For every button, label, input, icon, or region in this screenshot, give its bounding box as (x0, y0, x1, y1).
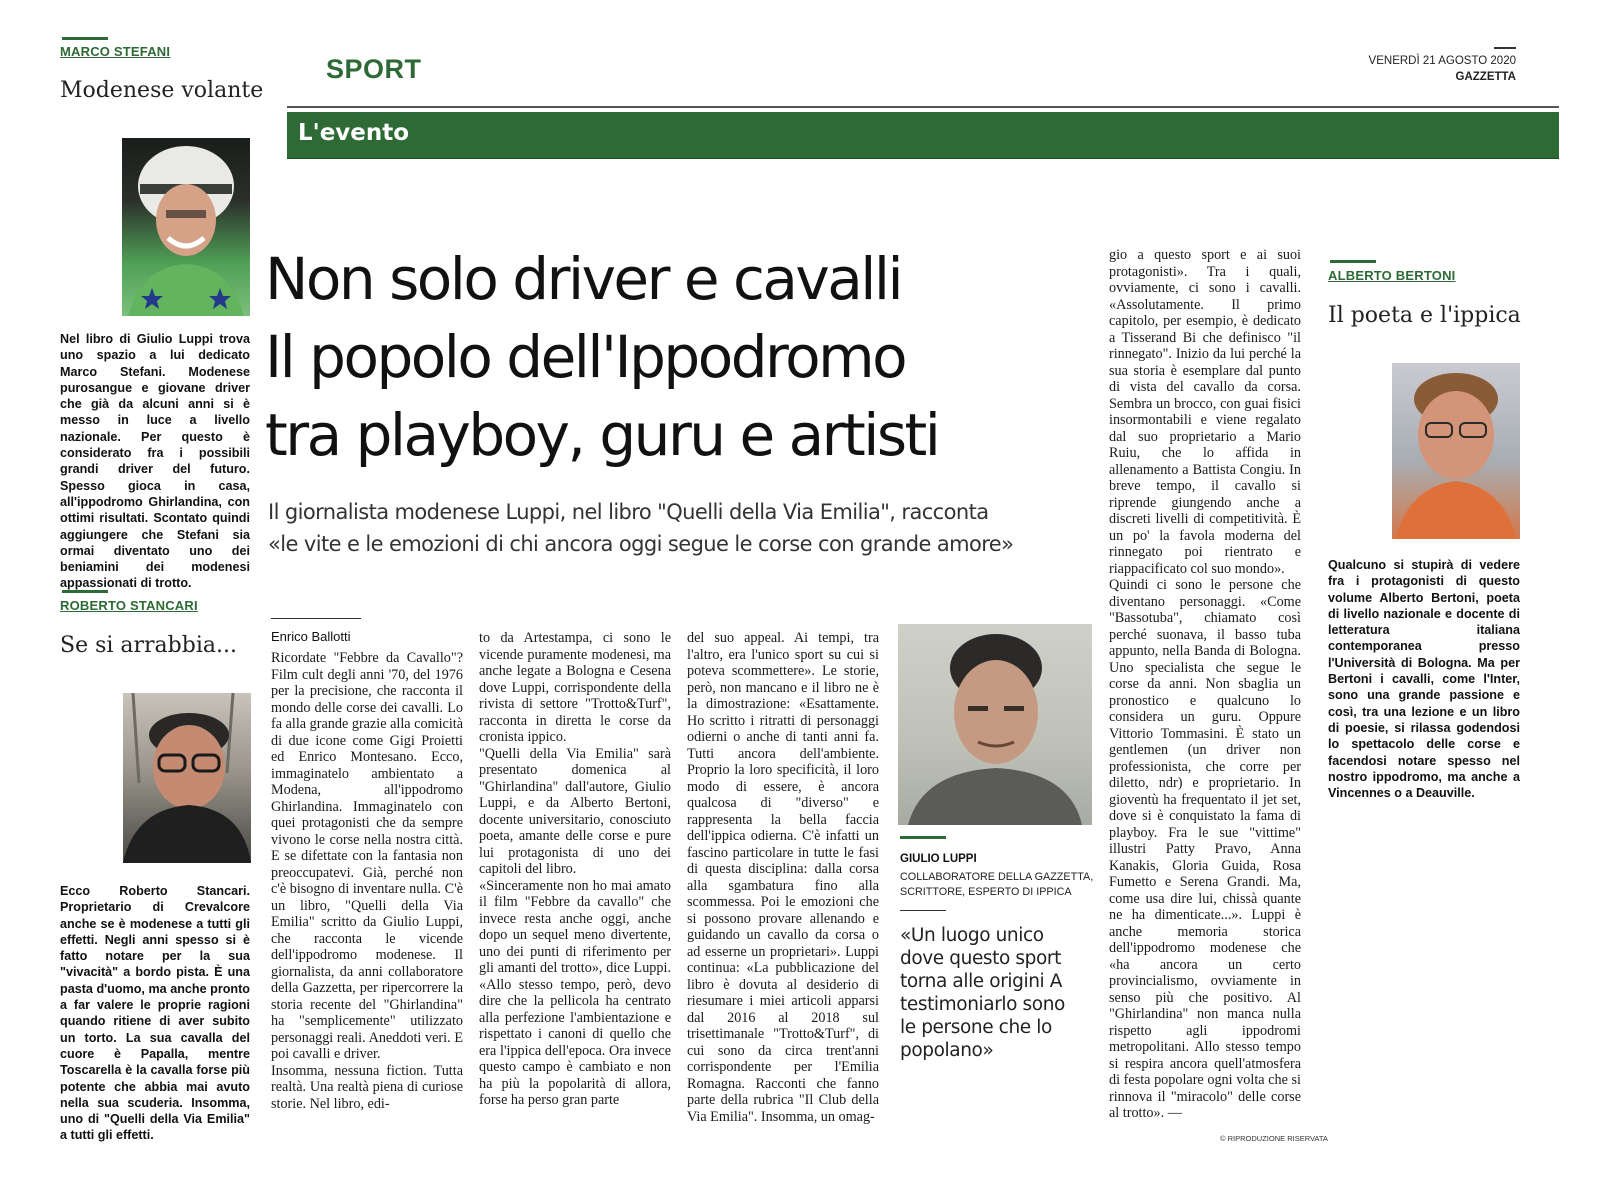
stefani-title: Modenese volante (60, 78, 264, 103)
author-portrait-icon (898, 624, 1092, 825)
driver-portrait-icon (122, 138, 250, 316)
quote-rule (900, 910, 946, 911)
subhead-line-2: «le vite e le emozioni di chi ancora oggi segue le corse con grande amore» (268, 532, 1014, 556)
alberto-bertoni-photo (1392, 363, 1520, 539)
luppi-name: GIULIO LUPPI (900, 853, 977, 865)
pull-quote: «Un luogo unico dove questo sport torna alle origini A testimoniarlo sono le persone che lo popolano» (900, 925, 1065, 1061)
man-portrait-icon (123, 693, 251, 863)
bertoni-title: Il poeta e l'ippica (1328, 303, 1521, 328)
author-byline: Enrico Ballotti (271, 629, 351, 644)
kicker-rule (62, 590, 108, 593)
kicker-rule (1330, 260, 1376, 263)
luppi-role-1: COLLABORATORE DELLA GAZZETTA, (900, 871, 1094, 883)
byline-rule (271, 618, 361, 619)
stancari-title: Se si arrabbia... (60, 633, 237, 658)
bertoni-kicker: ALBERTO BERTONI (1328, 268, 1456, 283)
masthead-rule (287, 106, 1559, 108)
bertoni-caption: Qualcuno si stupirà di vedere fra i protagonisti di questo volume Alberto Bertoni, poeta di livello nazionale e docente di letteratura italiana contemporanea presso l'Università di Bologna. Ma per Bertoni i cavalli, come l'Inter, sono una grande passione e così, tra una lezione e un libro di poesie, si rilassa godendosi lo spettacolo delle corse e facendosi notare spesso nel nostro ippodromo, ma anche a Vincennes o a Deauville. (1328, 558, 1520, 801)
event-band (287, 112, 1559, 159)
caption-rule (900, 836, 946, 839)
article-column-4: gio a questo sport e ai suoi protagonisti». Tra i quali, ovviamente, ci sono i cavalli. «Assolutamente. Il primo capitolo, per esempio, è dedicato a Tisserand Bi che definisco "il rinnegato". Inizio da lui perché la sua storia è esemplare dal punto di vista del cavallo da corsa. Sembra un brocco, con guai fisici insormontabili e viene regalato dal suo proprietario a Mario Ruiu, che lo affida in allenamento a Battista Congiu. In breve tempo, il cavallo si riprende giungendo anche a discreti livelli di competitività. È un po' la favola moderna del rinnegato poi rientrato e riappacificato col suo mondo». Quindi ci sono le persone che diventano personaggi. «Come "Bassotuba", chiamato così perché suonava, il basso tuba appunto, nella Banda di Bologna. Uno specialista che segue le corse da anni. Non sbaglia un pronostico e qualcuno lo considera un guru. Oppure Vittorio Tommasini. È stato un gentlemen (un driver non professionista, che corre per diletto, ndr) e proprietario. In gioventù ha frequentato il jet set, dove si è conquistato la fama di playboy. Fra le sue "vittime" illustri Patty Pravo, Anna Kanakis, Gloria Guida, Rosa Fumetto e Serena Grandi. Ma, come usa dire lui, chissà quante ne ha dimenticate...». Luppi è anche memoria storica dell'ippodromo modenese che «ha ancora un certo provincialismo, ovviamente in senso più che positivo. Al "Ghirlandina" non manca nulla rispetto agli ippodromi metropolitani. Allo stesso tempo si respira ancora quell'atmosfera di festa popolare ogni volta che si rinnova il "miracolo" delle corse al trotto». — (1109, 247, 1301, 1121)
issue-date: VENERDÌ 21 AGOSTO 2020 (1368, 55, 1516, 67)
stancari-caption: Ecco Roberto Stancari. Proprietario di Crevalcore anche se è modenese a tutti gli effetti. Negli anni spesso si è fatto notare per la sua "vivacità" a bordo pista. È una pasta d'uomo, ma anche pronto a far valere le proprie ragioni quando ritiene di aver subito un torto. La sua cavalla del cuore è Papalla, mentre Toscarella è la cavalla forse più potente che abbia mai avuto nella sua scuderia. Insomma, uno di "Quelli della Via Emilia" a tutti gli effetti. (60, 884, 250, 1143)
article-column-2: to da Artestampa, ci sono le vicende puramente modenesi, ma anche legate a Bologna e Cesena dove Luppi, corrispondente della rivista di settore "Trotto&Turf", racconta in diretta le corse da cronista ippico. "Quelli della Via Emilia" sarà presentato domenica al "Ghirlandina" dall'autore, Giulio Luppi, e da Alberto Bertoni, docente universitario, conosciuto poeta, amante delle corse e pure lui protagonista di uno dei capitoli del libro. «Sinceramente non ho mai amato il film "Febbre da cavallo" che invece resta anche oggi, anche dopo un sequel meno divertente, uno dei punti di riferimento per gli amanti del trotto», dice Luppi. «Allo stesso tempo, però, devo dire che la pellicola ha centrato alla perfezione l'ambientazione e rispettato i canoni di quello che era l'ippica dell'epoca. Ora invece questo campo è cambiato e non ha più la popolarità di allora, forse ha perso gran parte (479, 630, 671, 1108)
article-column-3: del suo appeal. Ai tempi, tra l'altro, era l'unico sport su cui si poteva scommettere». Le storie, però, non mancano e il libro ne è la dimostrazione: «Esattamente. Ho scritto i ritratti di personaggi odierni o anche di tanti anni fa. Tutti ancora dell'ambiente. Proprio la loro specificità, il loro modo di essere, è ancora qualcosa di "diverso" e rappresenta la bella faccia dell'ippica odierna. C'è infatti un fascino particolare in tutte le fasi di questa disciplina: dalla corsa alla sgambatura fino alla scommessa. Poi le emozioni che si possono provare allenando e guidando un cavallo da corsa o ad esserne un proprietari». Luppi continua: «La pubblicazione del libro è dovuta al desiderio di riesumare i miei articoli apparsi dal 2016 al 2018 sul trisettimanale "Trotto&Turf", di cui sono da circa trent'anni corrispondente per l'Emilia Romagna. Racconti che fanno parte della rubrica "Il Club della Via Emilia". Insomma, un omag- (687, 630, 879, 1125)
kicker-rule (62, 37, 108, 40)
article-column-1: Ricordate "Febbre da Cavallo"? Film cult degli anni '70, del 1976 per la precisione, che racconta il mondo delle corse dei cavalli. Lo fa alla grande grazie alla comicità di due icone come Gigi Proietti ed Enrico Montesano. Ecco, immaginatelo ambientato a Modena, all'ippodromo Ghirlandina. Immaginatelo con quei protagonisti che da sempre vivono le corse nella nostra città. E se difettate con la fantasia non preoccupatevi. Già, perché non c'è bisogno di inventare nulla. C'è un libro, "Quelli della Via Emilia" scritto da Giulio Luppi, che racconta le vicende dell'ippodromo modenese. Il giornalista, da anni collaboratore della Gazzetta, per ripercorrere la storia recente del "Ghirlandina" ha "semplicemente" utilizzato personaggi reali. Aneddoti veri. E poi cavalli e driver. Insomma, nessuna fiction. Tutta realtà. Una realtà piena di curiose storie. Nel libro, edi- (271, 650, 463, 1112)
copyright-note: © RIPRODUZIONE RISERVATA (1220, 1134, 1328, 1143)
subhead-line-1: Il giornalista modenese Luppi, nel libro "Quelli della Via Emilia", racconta (268, 500, 989, 524)
section-label: SPORT (326, 54, 422, 84)
stefani-kicker: MARCO STEFANI (60, 44, 171, 59)
stancari-kicker: ROBERTO STANCARI (60, 598, 198, 613)
newspaper-name: GAZZETTA (1455, 71, 1516, 83)
headline-line-2: Il popolo dell'Ippodromo (265, 323, 906, 391)
roberto-stancari-photo (123, 693, 251, 863)
luppi-role-2: SCRITTORE, ESPERTO DI IPPICA (900, 886, 1072, 898)
event-band-label: L'evento (298, 120, 410, 146)
stefani-caption: Nel libro di Giulio Luppi trova uno spazio a lui dedicato Marco Stefani. Modenese purosangue e giovane driver che già da alcuni anni si è messo in luce a livello nazionale. Per questo è considerato fra i possibili grandi driver del futuro. Spesso gioca in casa, all'ippodromo Ghirlandina, con ottimi risultati. Scontato quindi aggiungere che Stefani sia ormai diventato uno dei beniamini dei modenesi appassionati di trotto. (60, 332, 250, 591)
marco-stefani-photo (122, 138, 250, 316)
poet-portrait-icon (1392, 363, 1520, 539)
headline-line-3: tra playboy, guru e artisti (265, 401, 939, 469)
giulio-luppi-photo (898, 624, 1092, 825)
date-rule (1494, 47, 1516, 49)
headline-line-1: Non solo driver e cavalli (265, 245, 902, 313)
